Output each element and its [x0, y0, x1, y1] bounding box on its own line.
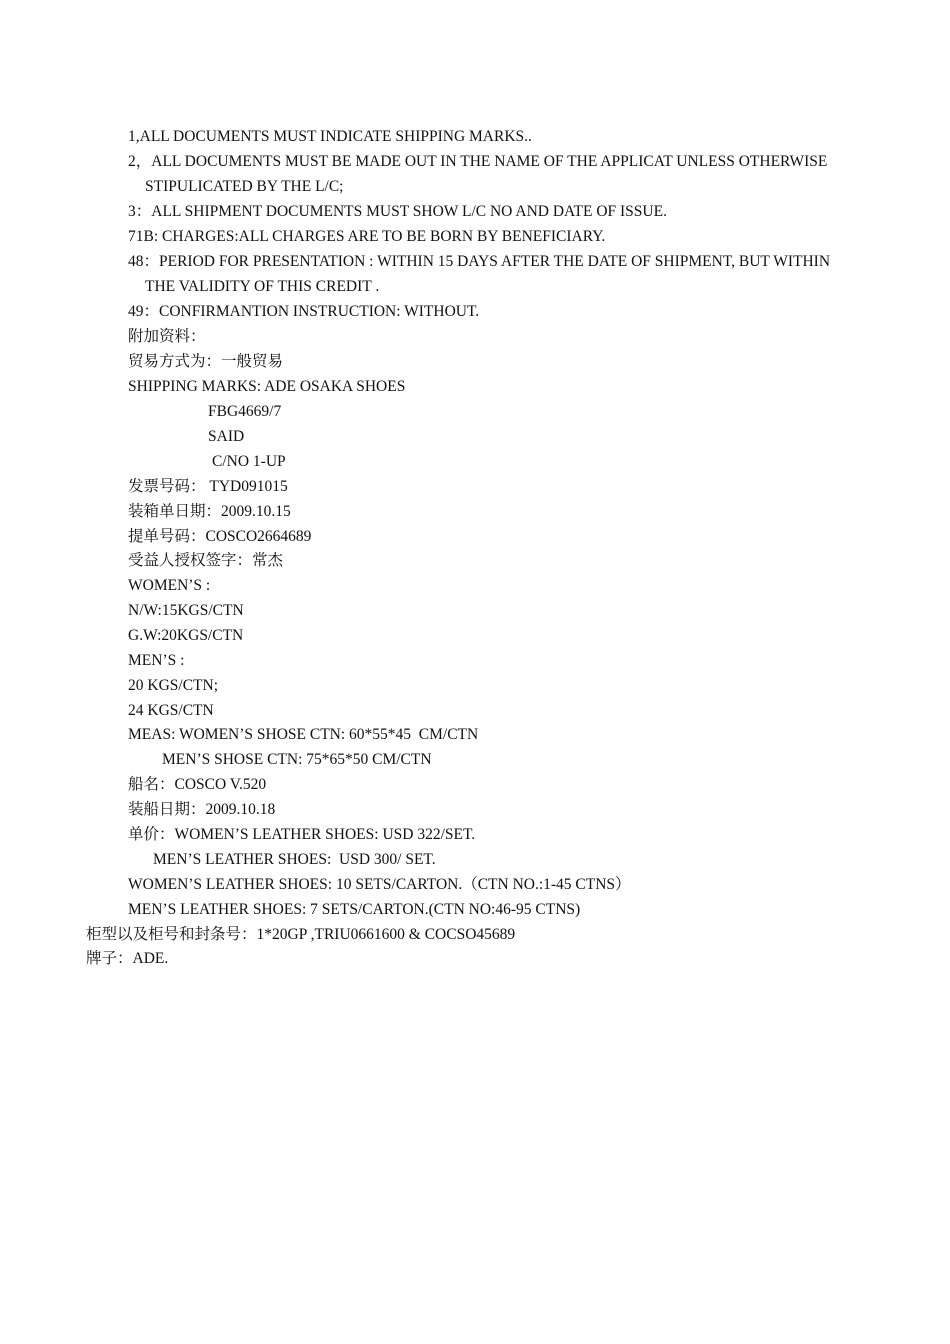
- unit-price-mens: MEN’S LEATHER SHOES: USD 300/ SET.: [153, 851, 436, 868]
- shipping-marks-line-3: SAID: [208, 428, 245, 445]
- bill-of-lading-number: 提单号码：COSCO2664689: [128, 528, 312, 545]
- packing-womens: WOMEN’S LEATHER SHOES: 10 SETS/CARTON.（CTN NO.:1-45 CTNS）: [128, 876, 631, 893]
- shipping-marks-line-1: SHIPPING MARKS: ADE OSAKA SHOES: [128, 378, 406, 395]
- beneficiary-signature: 受益人授权签字：常杰: [128, 552, 284, 569]
- clause-2-line-2: STIPULICATED BY THE L/C;: [145, 178, 344, 195]
- clause-48-line-1: 48：PERIOD FOR PRESENTATION : WITHIN 15 DAYS AFTER THE DATE OF SHIPMENT, BUT WITHIN: [128, 253, 831, 270]
- container-info: 柜型以及柜号和封条号：1*20GP ,TRIU0661600 & COCSO45689: [86, 926, 516, 943]
- mens-heading: MEN’S :: [128, 652, 185, 669]
- measurement-mens: MEN’S SHOSE CTN: 75*65*50 CM/CTN: [162, 751, 432, 768]
- womens-gross-weight: G.W:20KGS/CTN: [128, 627, 244, 644]
- womens-heading: WOMEN’S :: [128, 577, 211, 594]
- clause-1-shipping-marks: 1,ALL DOCUMENTS MUST INDICATE SHIPPING MARKS..: [128, 128, 532, 145]
- womens-net-weight: N/W:15KGS/CTN: [128, 602, 244, 619]
- packing-mens: MEN’S LEATHER SHOES: 7 SETS/CARTON.(CTN NO:46-95 CTNS): [128, 901, 581, 918]
- mens-gross-weight: 24 KGS/CTN: [128, 702, 214, 719]
- packing-list-date: 装箱单日期：2009.10.15: [128, 503, 291, 520]
- additional-info-heading: 附加资料：: [128, 328, 206, 345]
- clause-2-line-1: 2，ALL DOCUMENTS MUST BE MADE OUT IN THE NAME OF THE APPLICAT UNLESS OTHERWISE: [128, 153, 828, 170]
- invoice-number: 发票号码： TYD091015: [128, 478, 288, 495]
- clause-71b-charges: 71B: CHARGES:ALL CHARGES ARE TO BE BORN BY BENEFICIARY.: [128, 228, 606, 245]
- trade-mode: 贸易方式为：一般贸易: [128, 353, 284, 370]
- measurement-womens: MEAS: WOMEN’S SHOSE CTN: 60*55*45 CM/CTN: [128, 726, 479, 743]
- shipping-marks-line-4: C/NO 1-UP: [212, 453, 286, 470]
- brand: 牌子：ADE.: [86, 950, 169, 967]
- vessel-name: 船名：COSCO V.520: [128, 776, 267, 793]
- shipment-date: 装船日期：2009.10.18: [128, 801, 276, 818]
- clause-3: 3：ALL SHIPMENT DOCUMENTS MUST SHOW L/C NO AND DATE OF ISSUE.: [128, 203, 667, 220]
- clause-49-confirmation: 49：CONFIRMANTION INSTRUCTION: WITHOUT.: [128, 303, 480, 320]
- unit-price-womens: 单价：WOMEN’S LEATHER SHOES: USD 322/SET.: [128, 826, 476, 843]
- shipping-marks-line-2: FBG4669/7: [208, 403, 282, 420]
- clause-48-line-2: THE VALIDITY OF THIS CREDIT .: [145, 278, 380, 295]
- mens-net-weight: 20 KGS/CTN;: [128, 677, 218, 694]
